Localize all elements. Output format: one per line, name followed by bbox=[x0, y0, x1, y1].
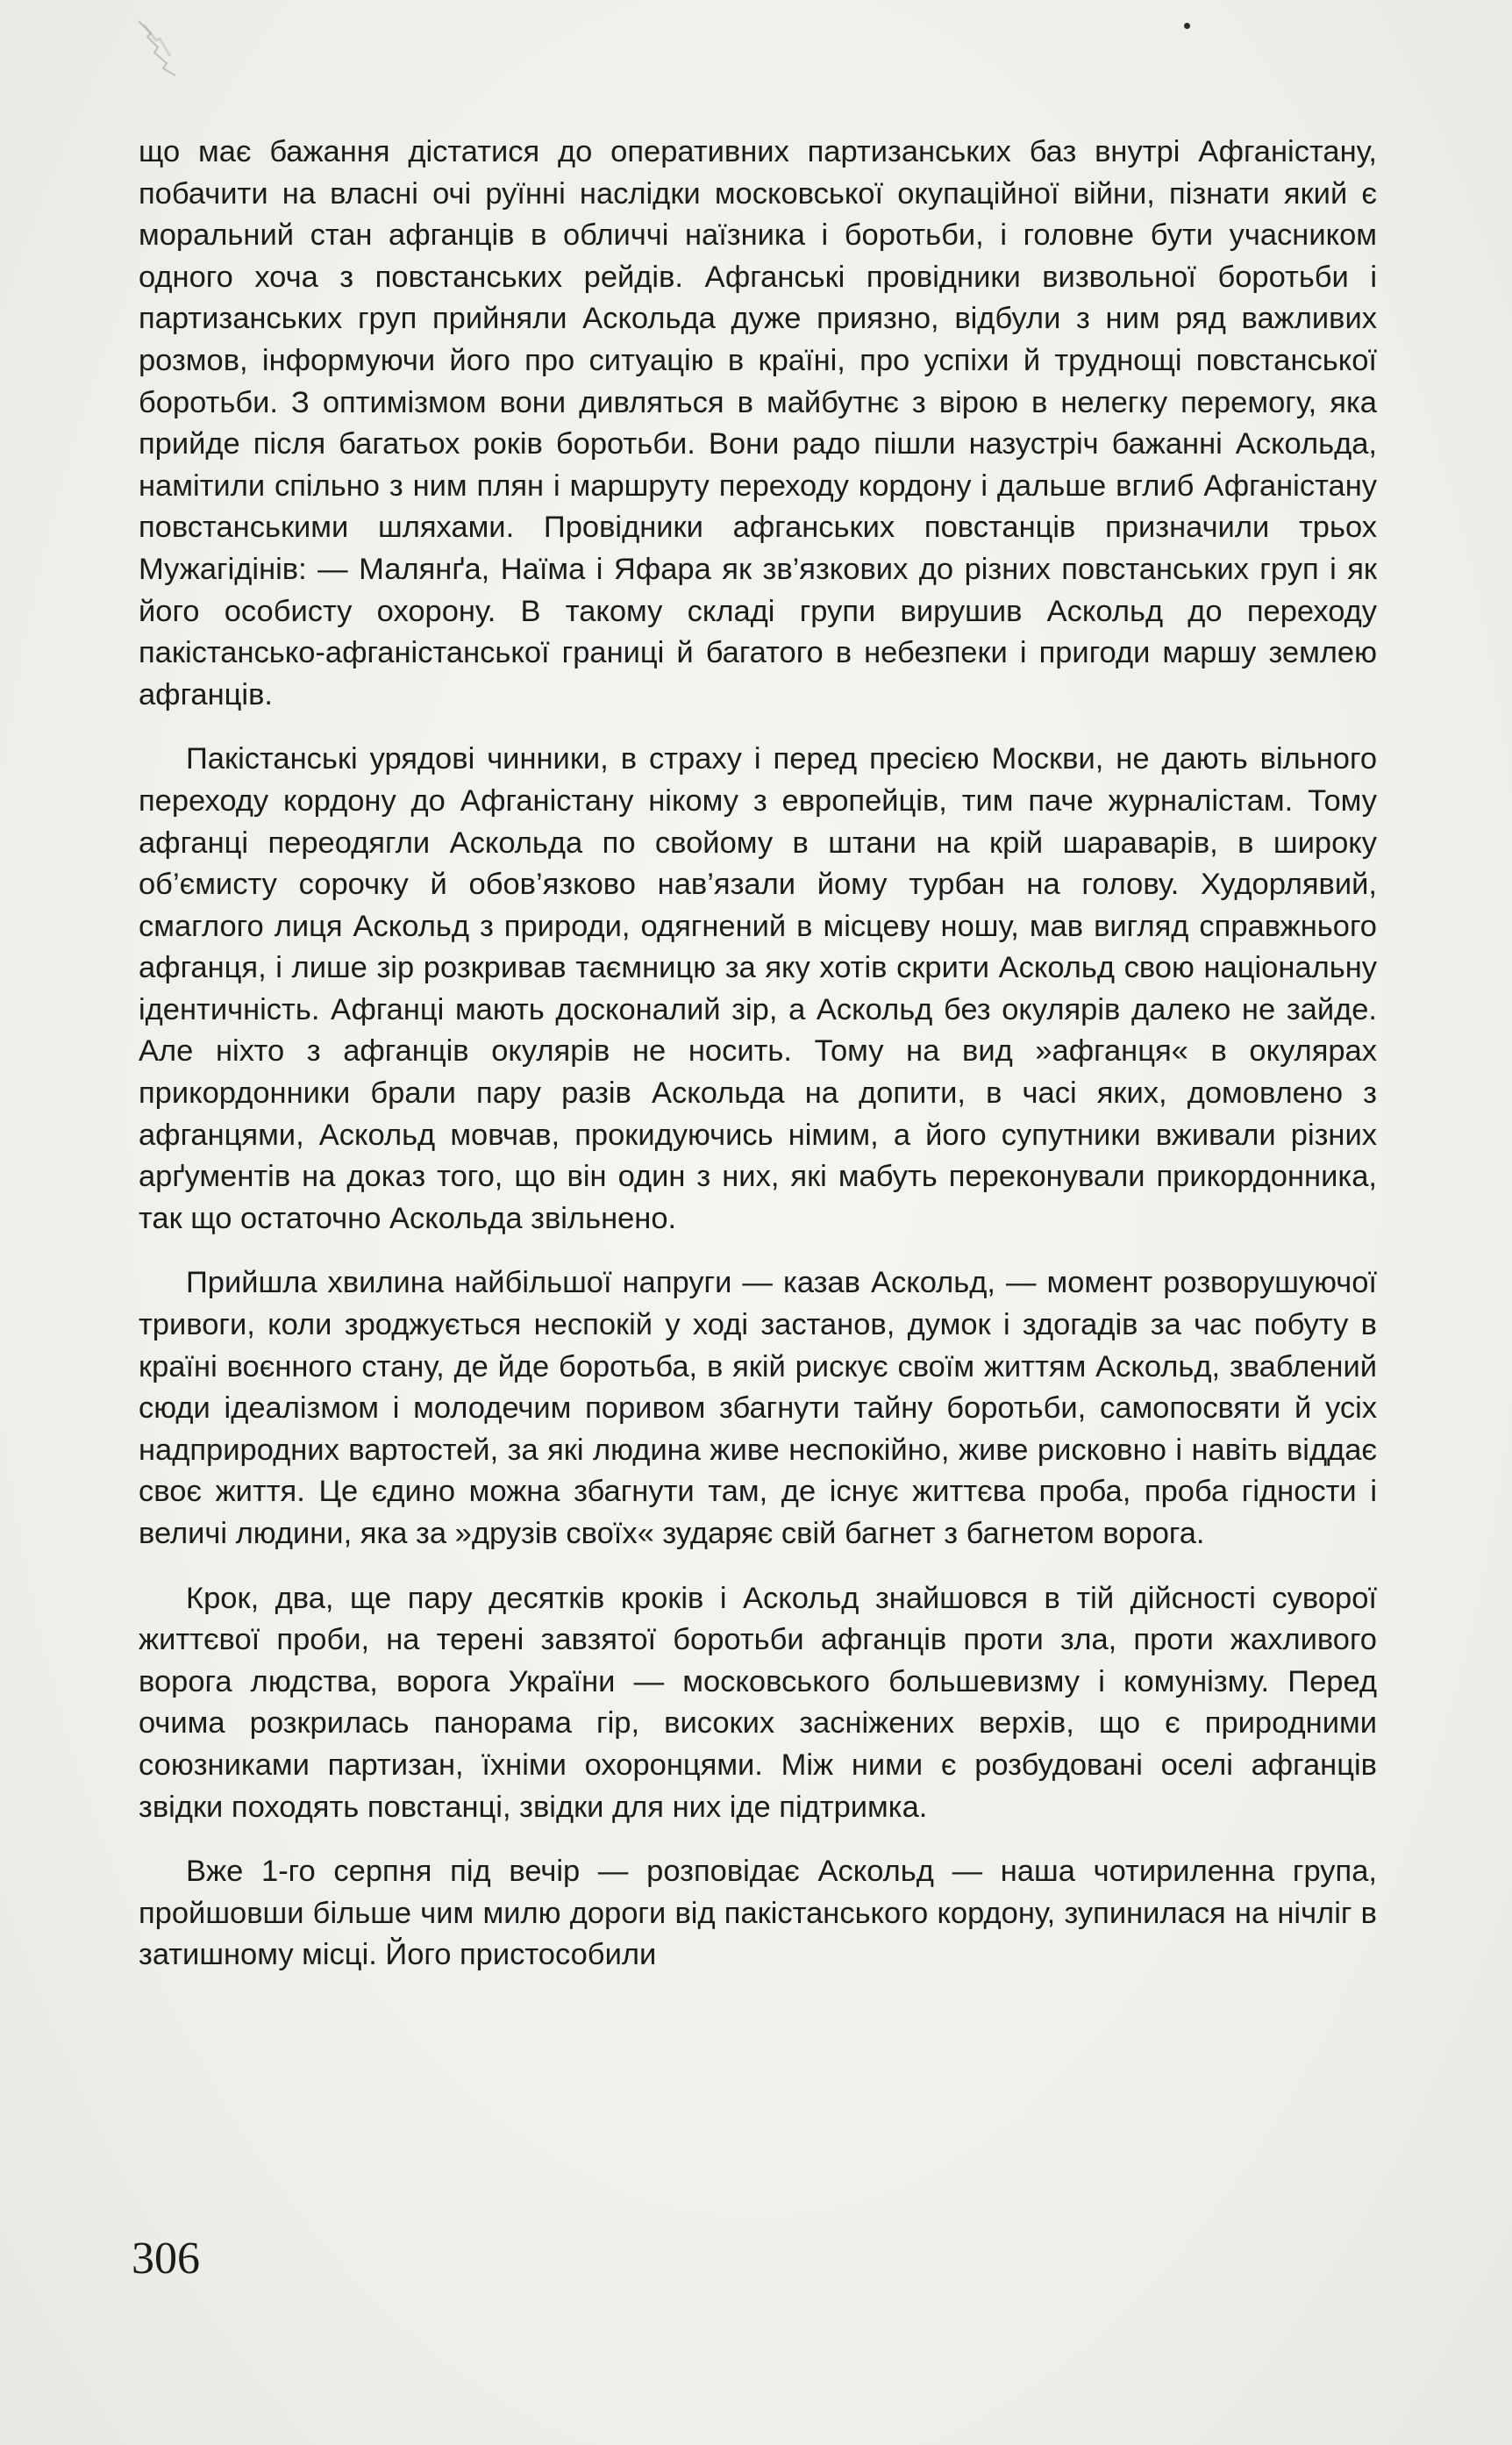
paper-smudge-mark bbox=[132, 18, 184, 79]
ink-speck bbox=[1184, 23, 1190, 29]
paragraph-3: Прийшла хвилина найбільшої напруги — казав Аскольд, — момент розворушуючої тривоги, коли зроджується неспокій у ході застанов, думок і здогадів за час побуту в країні воєнного стану, де йде боротьба, в якій рискує своїм життям Аскольд, зваблений сюди ідеалізмом і молодечим поривом збагнути тайну боротьби, самопосвяти й усіх надприродних вартостей, за які людина живе неспокійно, живе рисковно і навіть віддає своє життя. Це єдино можна збагнути там, де існує життєва проба, проба гідности і величі людини, яка за »друзів своїх« зударяє свій багнет з багнетом ворога. bbox=[139, 1266, 1377, 1550]
paragraph-1: що має бажання дістатися до оперативних партизанських баз внутрі Афганістану, побачити на власні очі руїнні наслідки московської окупаційної війни, пізнати який є моральний стан афганців в обличчі наїзника і боротьби, і головне бути учасником одного хоча з повстанських рейдів. Афганські провідники визвольної боротьби і партизанських груп прийняли Аскольда дуже приязно, відбули з ним ряд важливих розмов, інформуючи його про ситуацію в країні, про успіхи й труднощі повстанської боротьби. З оптимізмом вони дивляться в майбутнє з вірою в нелегку перемогу, яка прийде після багатьох років боротьби. Вони радо пішли назустріч бажанні Аскольда, намітили спільно з ним плян і маршруту переходу кордону і дальше вглиб Афганістану повстанськими шляхами. Провідники афганських повстанців призначили трьох Мужагідінів: — Малянґа, Наїма і Яфара як зв’язкових до різних повстанських груп і як його особисту охорону. В такому складі групи вирушив Аскольд до переходу пакістансько-афганістанської границі й багатого в небезпеки і пригоди маршу землею афганців. bbox=[139, 135, 1377, 711]
body-text bbox=[139, 132, 1377, 1977]
paragraph-4: Крок, два, ще пару десятків кроків і Аскольд знайшовся в тій дійсності суворої життєвої проби, на терені завзятої боротьби афганців проти зла, проти жахливого ворога людства, ворога України — московського большевизму і комунізму. Перед очима розкрилась панорама гір, високих засніжених верхів, що є природними союзниками партизан, їхніми охоронцями. Між ними є розбудовані оселі афганців звідки походять повстанці, звідки для них іде підтримка. bbox=[139, 1581, 1377, 1824]
paragraph-2: Пакістанські урядові чинники, в страху і перед пресією Москви, не дають вільного переходу кордону до Афганістану нікому з европейців, тим паче журналістам. Тому афганці переодягли Аскольда по свойому в штани на крій шараварів, в широку об’ємисту сорочку й обов’язково нав’язали йому турбан на голову. Худорлявий, смаглого лиця Аскольд з природи, одягнений в місцеву ношу, мав вигляд справжнього афганця, і лише зір розкривав таємницю за яку хотів скрити Аскольд свою національну ідентичність. Афганці мають досконалий зір, а Аскольд без окулярів далеко не зайде. Але ніхто з афганців окулярів не носить. Тому на вид »афганця« в окулярах прикордонники брали пару разів Аскольда на допити, в часі яких, домовлено з афганцями, Аскольд мовчав, прокидуючись німим, а його супутники вживали різних арґументів на доказ того, що він один з них, які мабуть переконували прикордонника, так що остаточно Аскольда звільнено. bbox=[139, 742, 1377, 1235]
page-number: 306 bbox=[132, 2234, 200, 2284]
paragraph-5: Вже 1-го серпня під вечір — розповідає Аскольд — наша чотириленна група, пройшовши більше чим милю дороги від пакістанського кордону, зупинилася на нічліг в затишному місці. Його пристособили bbox=[139, 1855, 1377, 1972]
